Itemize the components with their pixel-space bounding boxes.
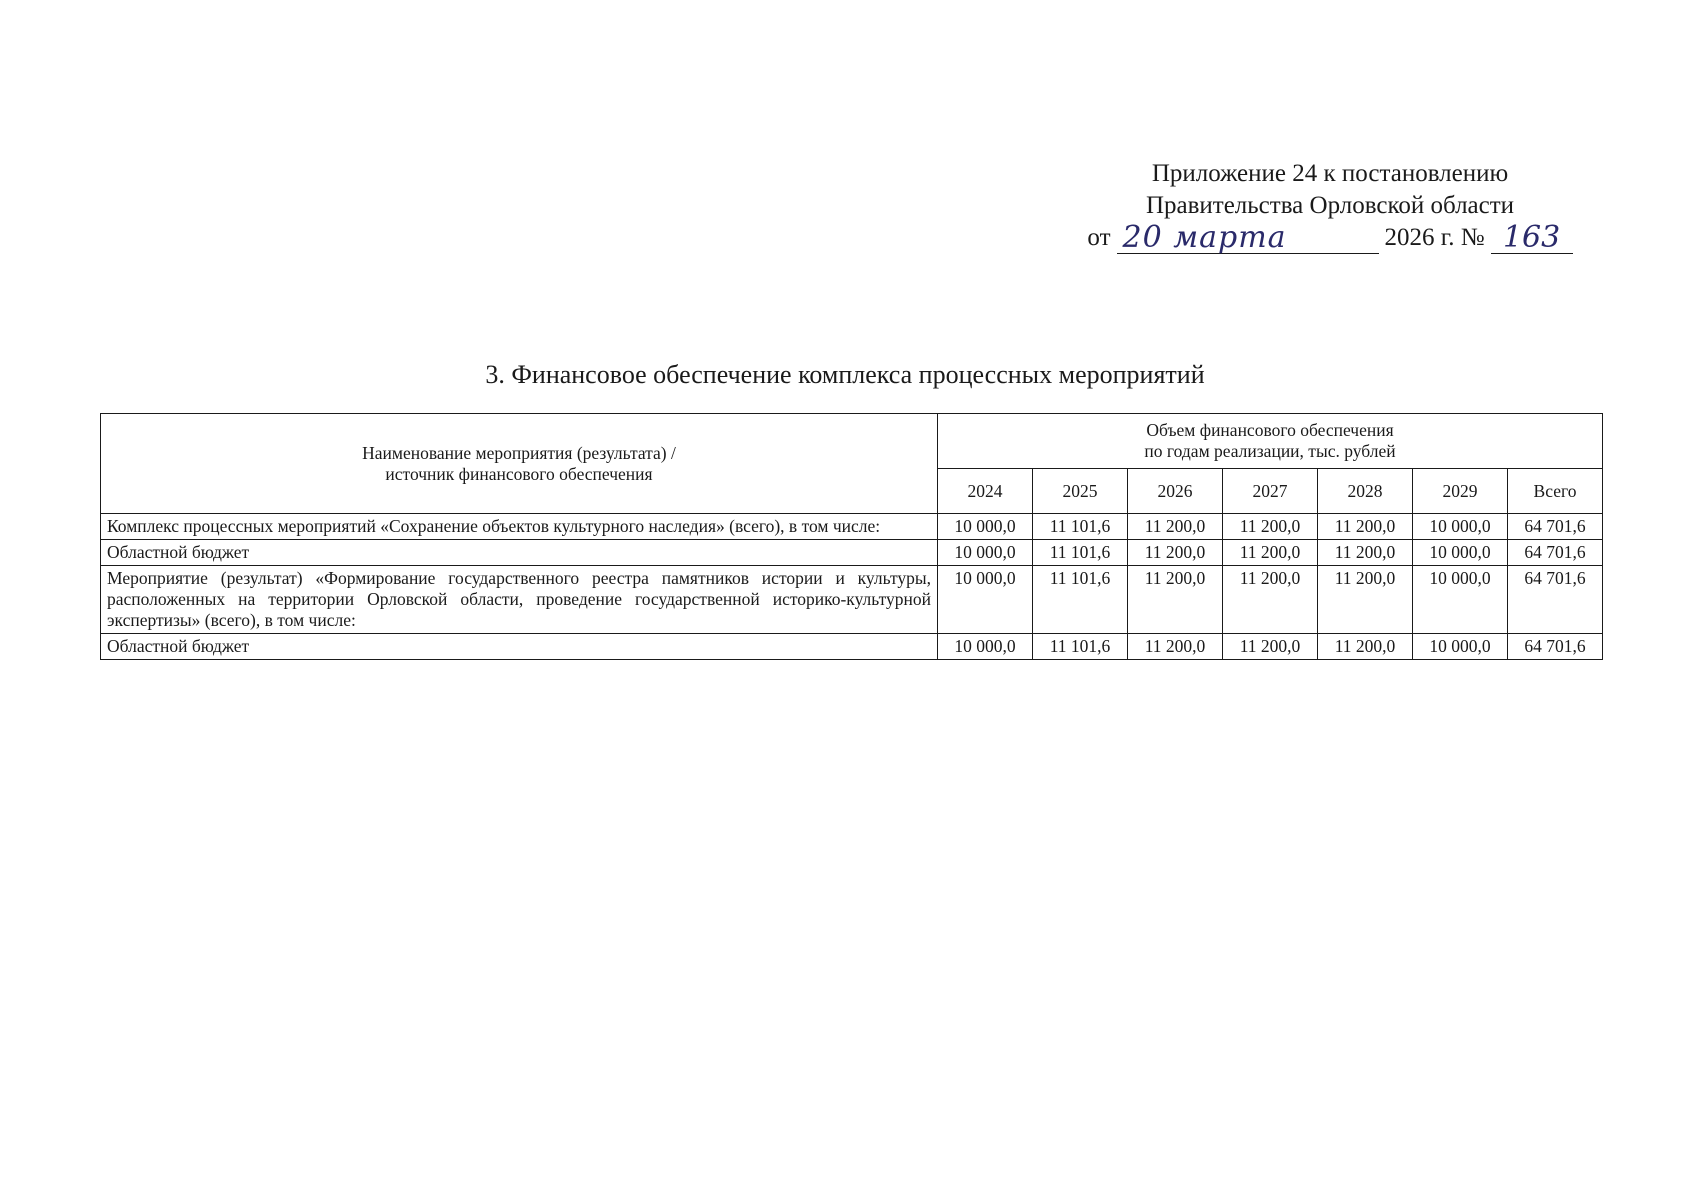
value-cell: 10 000,0 bbox=[938, 514, 1033, 540]
column-header-2025: 2025 bbox=[1033, 469, 1128, 514]
row-name-cell: Мероприятие (результат) «Формирование государственного реестра памятников истории и культуры, расположенных на территории Орловской области, проведение государственной историко-культурной экспертизы» (всего), в том числе: bbox=[101, 566, 938, 634]
handwritten-date: 20 марта bbox=[1117, 223, 1379, 254]
appendix-header bbox=[1080, 158, 1580, 254]
value-cell: 11 200,0 bbox=[1318, 514, 1413, 540]
value-cell: 10 000,0 bbox=[938, 634, 1033, 660]
value-cell: 11 200,0 bbox=[1128, 514, 1223, 540]
table-body bbox=[101, 514, 1603, 660]
financing-volume-header bbox=[938, 414, 1603, 469]
value-cell: 11 200,0 bbox=[1223, 514, 1318, 540]
value-cell: 11 200,0 bbox=[1223, 566, 1318, 634]
value-cell: 11 200,0 bbox=[1223, 540, 1318, 566]
date-prefix: от bbox=[1087, 224, 1111, 251]
value-cell: 10 000,0 bbox=[1413, 514, 1508, 540]
value-cell: 64 701,6 bbox=[1508, 566, 1603, 634]
value-cell: 64 701,6 bbox=[1508, 540, 1603, 566]
row-name-cell: Областной бюджет bbox=[101, 540, 938, 566]
value-cell: 11 101,6 bbox=[1033, 514, 1128, 540]
name-header-line-2: источник финансового обеспечения bbox=[385, 463, 653, 484]
value-cell: 11 200,0 bbox=[1223, 634, 1318, 660]
group-header-line-2: по годам реализации, тыс. рублей bbox=[1144, 441, 1396, 461]
table-row bbox=[101, 566, 1603, 634]
column-header-2028: 2028 bbox=[1318, 469, 1413, 514]
section-title: 3. Финансовое обеспечение комплекса процессных мероприятий bbox=[485, 360, 1205, 389]
value-cell: 11 101,6 bbox=[1033, 634, 1128, 660]
value-cell: 11 200,0 bbox=[1128, 566, 1223, 634]
value-cell: 11 101,6 bbox=[1033, 566, 1128, 634]
column-header-2027: 2027 bbox=[1223, 469, 1318, 514]
value-cell: 10 000,0 bbox=[938, 540, 1033, 566]
value-cell: 11 101,6 bbox=[1033, 540, 1128, 566]
name-header bbox=[101, 414, 938, 514]
column-header-2026: 2026 bbox=[1128, 469, 1223, 514]
value-cell: 64 701,6 bbox=[1508, 514, 1603, 540]
row-name-cell: Комплекс процессных мероприятий «Сохранение объектов культурного наследия» (всего), в том числе: bbox=[101, 514, 938, 540]
column-header-2024: 2024 bbox=[938, 469, 1033, 514]
column-header-total: Всего bbox=[1508, 469, 1603, 514]
handwritten-number: 163 bbox=[1491, 223, 1573, 254]
group-header-line-1: Объем финансового обеспечения bbox=[1146, 420, 1394, 440]
value-cell: 10 000,0 bbox=[1413, 540, 1508, 566]
value-cell: 10 000,0 bbox=[1413, 634, 1508, 660]
table-row bbox=[101, 514, 1603, 540]
value-cell: 11 200,0 bbox=[1318, 540, 1413, 566]
appendix-line-2: Правительства Орловской области bbox=[1145, 192, 1515, 219]
value-cell: 11 200,0 bbox=[1128, 634, 1223, 660]
value-cell: 11 200,0 bbox=[1128, 540, 1223, 566]
appendix-line-1: Приложение 24 к постановлению bbox=[1151, 160, 1509, 187]
table-row bbox=[101, 540, 1603, 566]
value-cell: 11 200,0 bbox=[1318, 634, 1413, 660]
value-cell: 10 000,0 bbox=[938, 566, 1033, 634]
name-header-line-1: Наименование мероприятия (результата) / bbox=[362, 442, 676, 463]
year-text: 2026 г. № bbox=[1384, 224, 1485, 251]
table-row bbox=[101, 634, 1603, 660]
row-name-cell: Областной бюджет bbox=[101, 634, 938, 660]
column-header-2029: 2029 bbox=[1413, 469, 1508, 514]
financing-table bbox=[100, 413, 1603, 660]
table-header-row bbox=[101, 414, 1603, 469]
value-cell: 11 200,0 bbox=[1318, 566, 1413, 634]
value-cell: 10 000,0 bbox=[1413, 566, 1508, 634]
value-cell: 64 701,6 bbox=[1508, 634, 1603, 660]
appendix-date-line bbox=[1087, 222, 1572, 254]
